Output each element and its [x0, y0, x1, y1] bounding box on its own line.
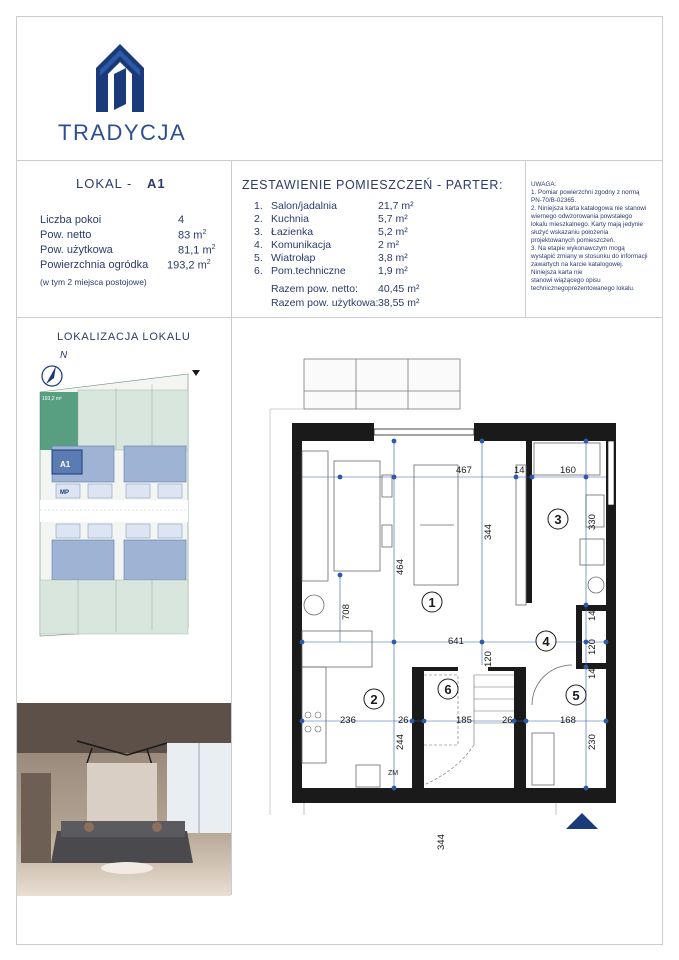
- room-num: 3.: [254, 226, 263, 238]
- svg-text:3: 3: [554, 512, 562, 527]
- notes-line: lokalu mieszkalnego. Karty mają jedynie: [531, 221, 644, 228]
- room-name: Łazienka: [271, 226, 314, 238]
- interior-photo: [17, 703, 231, 896]
- info-value-ogrodek: 193,2 $m^2$: [167, 259, 211, 272]
- room-marker: [548, 509, 568, 529]
- dim-label: 230: [587, 734, 598, 750]
- dim-label: 168: [560, 715, 576, 726]
- notes-line: 3. Na etapie wykonawczym mogą: [531, 245, 625, 252]
- dim-label: 464: [395, 559, 406, 575]
- dim-label: 467: [456, 465, 472, 476]
- sum-netto-label: Razem pow. netto:: [271, 283, 358, 295]
- sum-uzytkowa-label: Razem pow. użytkowa:: [271, 297, 379, 309]
- room-name: Kuchnia: [271, 213, 309, 225]
- notes-line: PN-70/B-02365.: [531, 197, 577, 204]
- location-title: LOKALIZACJA LOKALU: [57, 331, 191, 343]
- dim-label: 708: [341, 604, 352, 620]
- divider-left-column: [231, 160, 232, 895]
- info-label-ogrodek: Powierzchnia ogródka: [40, 259, 149, 271]
- info-value-uzytkowa: 81,1 $m^2$: [178, 244, 216, 257]
- unit-a1-label: A1: [60, 460, 71, 469]
- divider-notes: [525, 160, 526, 317]
- dim-label: 236: [340, 715, 356, 726]
- divider-info: [16, 317, 663, 318]
- dim-label: 120: [483, 651, 494, 667]
- dim-label: 330: [587, 514, 598, 530]
- notes-line: Niniejsza karta nie: [531, 269, 583, 276]
- room-num: 6.: [254, 265, 263, 277]
- room-area: 5,2 m²: [378, 226, 408, 238]
- room-name: Salon/jadalnia: [271, 200, 337, 212]
- room-num: 1.: [254, 200, 263, 212]
- svg-text:6: 6: [444, 682, 452, 697]
- info-label-uzytkowa: Pow. użytkowa: [40, 244, 113, 256]
- divider-header: [16, 160, 663, 161]
- room-name: Komunikacja: [271, 239, 332, 251]
- info-value-rooms: 4: [178, 214, 185, 226]
- floor-plan: [270, 345, 650, 850]
- dim-label: 14: [587, 668, 598, 679]
- lokal-code: A1: [147, 176, 166, 191]
- notes-line: stanowi wiążącego opisu: [531, 277, 601, 284]
- notes-line: projektowanych pomieszczeń.: [531, 237, 615, 244]
- arrow-down-icon: [192, 370, 200, 376]
- svg-text:1: 1: [428, 595, 436, 610]
- room-marker: [364, 689, 384, 709]
- garden-area-label: 193,2 m²: [42, 396, 62, 402]
- parking-label: MP: [60, 490, 69, 496]
- info-label-netto: Pow. netto: [40, 229, 92, 241]
- lokal-title: [76, 176, 166, 191]
- compass-icon: [42, 366, 62, 386]
- room-marker: [566, 685, 586, 705]
- room-area: 5,7 m²: [378, 213, 408, 225]
- dim-label: 14: [514, 465, 525, 476]
- dim-label: 344: [483, 524, 494, 540]
- room-marker: [536, 631, 556, 651]
- room-num: 2.: [254, 213, 263, 225]
- dim-label: 120: [587, 639, 598, 655]
- sum-uzytkowa-value: 38,55 m²: [378, 297, 420, 309]
- zm-label: ZM: [388, 770, 399, 777]
- dim-label: 26: [502, 715, 513, 726]
- notes-line: wystąpić zmiany w stosunku do informacji: [531, 253, 648, 260]
- tradycja-logo-icon: [92, 38, 148, 114]
- room-area: 3,8 m²: [378, 252, 408, 264]
- notes-line: wiernego odwzorowania powstałego: [531, 213, 633, 220]
- notes-title: UWAGA:: [531, 181, 557, 188]
- lokal-label: LOKAL -: [76, 176, 133, 191]
- notes-line: zawartych na karcie katalogowej.: [531, 261, 624, 268]
- dim-label: 641: [448, 636, 464, 647]
- room-area: 21,7 m²: [378, 200, 414, 212]
- dim-label: 344: [436, 834, 447, 850]
- sum-netto-value: 40,45 m²: [378, 283, 420, 295]
- room-name: Wiatrołap: [271, 252, 316, 264]
- room-marker: [438, 679, 458, 699]
- svg-text:4: 4: [542, 634, 550, 649]
- notes-line: 2. Niniejsza karta katalogowa nie stanowi: [531, 205, 647, 212]
- parking-note: (w tym 2 miejsca postojowe): [40, 277, 147, 287]
- dim-label: 14: [587, 610, 598, 621]
- svg-text:5: 5: [572, 688, 580, 703]
- notes-line: 1. Pomiar powierzchni zgodny z normą: [531, 189, 640, 196]
- dim-label: 26: [398, 715, 409, 726]
- room-marker: [422, 592, 442, 612]
- dim-label: 160: [560, 465, 576, 476]
- notes-block: [531, 181, 656, 293]
- north-label: N: [60, 350, 68, 361]
- room-area: 1,9 m²: [378, 265, 408, 277]
- info-value-netto: 83 $m^2$: [178, 229, 207, 242]
- svg-text:2: 2: [370, 692, 378, 707]
- room-num: 5.: [254, 252, 263, 264]
- info-label-rooms: Liczba pokoi: [40, 214, 102, 226]
- notes-line: technicznegoprezentowanego lokalu.: [531, 285, 635, 292]
- rooms-title: ZESTAWIENIE POMIESZCZEŃ - PARTER:: [242, 178, 504, 192]
- site-plan: [36, 350, 216, 640]
- dim-label: 185: [456, 715, 472, 726]
- room-num: 4.: [254, 239, 263, 251]
- brand-name: TRADYCJA: [58, 120, 187, 145]
- dim-label: 244: [395, 734, 406, 750]
- room-area: 2 m²: [378, 239, 399, 251]
- notes-line: służyć wskazaniu położenia: [531, 229, 609, 236]
- room-name: Pom.techniczne: [271, 265, 346, 277]
